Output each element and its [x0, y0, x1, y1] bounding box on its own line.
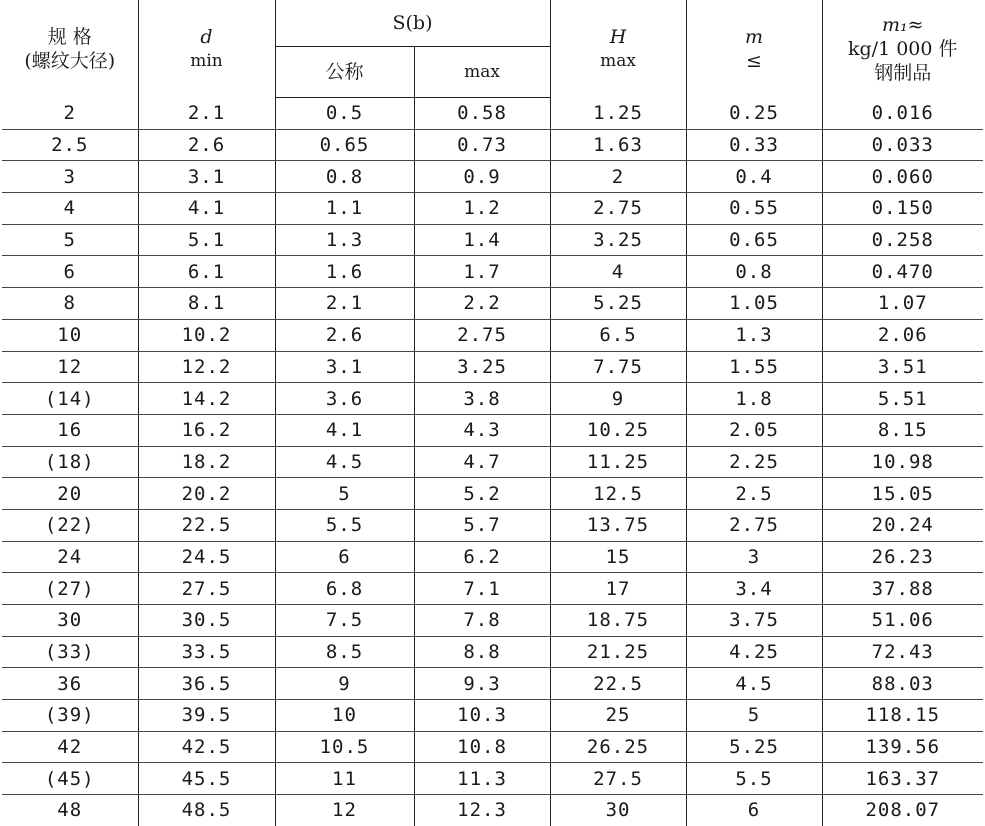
- cell-mass: 0.033: [822, 129, 983, 161]
- cell-mass: 0.258: [822, 224, 983, 256]
- header-h: [550, 0, 686, 98]
- cell-mass: 88.03: [822, 668, 983, 700]
- cell-spec: (39): [2, 700, 138, 732]
- cell-d-min: 12.2: [138, 351, 275, 383]
- header-spec-line2: (螺纹大径): [24, 49, 116, 72]
- cell-d-min: 20.2: [138, 478, 275, 510]
- cell-s-max: 9.3: [414, 668, 550, 700]
- cell-spec: 5: [2, 224, 138, 256]
- cell-h-max: 7.75: [550, 351, 686, 383]
- cell-d-min: 6.1: [138, 256, 275, 288]
- cell-d-min: 8.1: [138, 288, 275, 320]
- table-row: [2, 129, 983, 161]
- cell-mass: 0.150: [822, 193, 983, 225]
- cell-s-nominal: 5: [275, 478, 414, 510]
- header-d: [138, 0, 275, 98]
- cell-h-max: 6.5: [550, 319, 686, 351]
- cell-s-max: 3.8: [414, 383, 550, 415]
- cell-d-min: 2.6: [138, 129, 275, 161]
- cell-m-max: 2.05: [686, 414, 822, 446]
- cell-d-min: 30.5: [138, 605, 275, 637]
- table-body: [2, 98, 983, 826]
- cell-s-nominal: 5.5: [275, 509, 414, 541]
- cell-d-min: 42.5: [138, 731, 275, 763]
- cell-m-max: 2.75: [686, 509, 822, 541]
- cell-h-max: 4: [550, 256, 686, 288]
- header-spec-line1: 规 格: [47, 25, 92, 48]
- cell-d-min: 2.1: [138, 98, 275, 130]
- header-s-group: S(b): [275, 0, 550, 47]
- table-row: [2, 98, 983, 130]
- cell-m-max: 2.25: [686, 446, 822, 478]
- cell-s-max: 0.73: [414, 129, 550, 161]
- cell-spec: 36: [2, 668, 138, 700]
- cell-m-max: 1.05: [686, 288, 822, 320]
- cell-s-max: 6.2: [414, 541, 550, 573]
- cell-s-max: 5.2: [414, 478, 550, 510]
- header-d-sub: min: [190, 50, 223, 71]
- cell-s-nominal: 2.6: [275, 319, 414, 351]
- cell-s-max: 0.58: [414, 98, 550, 130]
- cell-h-max: 12.5: [550, 478, 686, 510]
- header-s-max: max: [414, 47, 550, 98]
- cell-s-nominal: 3.1: [275, 351, 414, 383]
- cell-h-max: 18.75: [550, 605, 686, 637]
- cell-h-max: 30: [550, 795, 686, 826]
- header-m1: [822, 0, 983, 98]
- table-header: [2, 0, 983, 98]
- cell-s-nominal: 6.8: [275, 573, 414, 605]
- cell-mass: 139.56: [822, 731, 983, 763]
- cell-d-min: 14.2: [138, 383, 275, 415]
- spec-table: [2, 0, 983, 826]
- washer-spec-table-page: [2, 0, 983, 822]
- cell-mass: 118.15: [822, 700, 983, 732]
- header-m1-note: 钢制品: [874, 61, 932, 84]
- cell-h-max: 26.25: [550, 731, 686, 763]
- table-row: [2, 446, 983, 478]
- cell-mass: 51.06: [822, 605, 983, 637]
- cell-d-min: 33.5: [138, 636, 275, 668]
- cell-h-max: 2.75: [550, 193, 686, 225]
- cell-h-max: 1.25: [550, 98, 686, 130]
- cell-spec: 16: [2, 414, 138, 446]
- cell-m-max: 0.4: [686, 161, 822, 193]
- cell-s-nominal: 0.5: [275, 98, 414, 130]
- cell-spec: 20: [2, 478, 138, 510]
- header-h-sub: max: [600, 50, 636, 71]
- cell-s-nominal: 9: [275, 668, 414, 700]
- table-row: [2, 256, 983, 288]
- cell-h-max: 1.63: [550, 129, 686, 161]
- cell-mass: 5.51: [822, 383, 983, 415]
- cell-s-nominal: 7.5: [275, 605, 414, 637]
- cell-s-nominal: 1.6: [275, 256, 414, 288]
- cell-spec: 2.5: [2, 129, 138, 161]
- header-d-symbol: d: [200, 25, 213, 48]
- cell-s-max: 11.3: [414, 763, 550, 795]
- header-h-symbol: H: [609, 25, 627, 48]
- cell-mass: 0.060: [822, 161, 983, 193]
- cell-spec: 4: [2, 193, 138, 225]
- cell-s-nominal: 8.5: [275, 636, 414, 668]
- cell-m-max: 0.8: [686, 256, 822, 288]
- cell-h-max: 27.5: [550, 763, 686, 795]
- header-s-nominal: 公称: [275, 47, 414, 98]
- table-row: [2, 319, 983, 351]
- cell-s-max: 2.2: [414, 288, 550, 320]
- cell-h-max: 10.25: [550, 414, 686, 446]
- cell-m-max: 6: [686, 795, 822, 826]
- cell-s-nominal: 2.1: [275, 288, 414, 320]
- cell-h-max: 22.5: [550, 668, 686, 700]
- cell-s-max: 3.25: [414, 351, 550, 383]
- cell-m-max: 3: [686, 541, 822, 573]
- cell-m-max: 4.5: [686, 668, 822, 700]
- cell-d-min: 4.1: [138, 193, 275, 225]
- cell-spec: 12: [2, 351, 138, 383]
- table-row: [2, 414, 983, 446]
- cell-h-max: 5.25: [550, 288, 686, 320]
- table-row: [2, 731, 983, 763]
- cell-d-min: 18.2: [138, 446, 275, 478]
- table-row: [2, 605, 983, 637]
- cell-spec: 2: [2, 98, 138, 130]
- cell-mass: 37.88: [822, 573, 983, 605]
- table-row: [2, 193, 983, 225]
- cell-mass: 1.07: [822, 288, 983, 320]
- cell-spec: 3: [2, 161, 138, 193]
- cell-mass: 2.06: [822, 319, 983, 351]
- cell-s-nominal: 10: [275, 700, 414, 732]
- table-row: [2, 700, 983, 732]
- cell-m-max: 4.25: [686, 636, 822, 668]
- cell-spec: 8: [2, 288, 138, 320]
- cell-s-max: 0.9: [414, 161, 550, 193]
- cell-s-nominal: 4.5: [275, 446, 414, 478]
- cell-s-max: 4.3: [414, 414, 550, 446]
- cell-s-max: 7.1: [414, 573, 550, 605]
- header-spec: [2, 0, 138, 98]
- table-row: [2, 161, 983, 193]
- header-m: [686, 0, 822, 98]
- cell-m-max: 1.3: [686, 319, 822, 351]
- cell-mass: 26.23: [822, 541, 983, 573]
- table-row: [2, 509, 983, 541]
- cell-spec: (14): [2, 383, 138, 415]
- cell-s-max: 10.8: [414, 731, 550, 763]
- cell-mass: 0.016: [822, 98, 983, 130]
- table-row: [2, 383, 983, 415]
- header-m1-unit: kg/1 000 件: [848, 37, 958, 60]
- cell-d-min: 3.1: [138, 161, 275, 193]
- cell-d-min: 45.5: [138, 763, 275, 795]
- cell-spec: 42: [2, 731, 138, 763]
- cell-d-min: 36.5: [138, 668, 275, 700]
- cell-mass: 8.15: [822, 414, 983, 446]
- table-row: [2, 288, 983, 320]
- cell-s-max: 1.2: [414, 193, 550, 225]
- cell-s-nominal: 12: [275, 795, 414, 826]
- cell-h-max: 3.25: [550, 224, 686, 256]
- cell-d-min: 10.2: [138, 319, 275, 351]
- cell-spec: 6: [2, 256, 138, 288]
- table-row: [2, 636, 983, 668]
- cell-mass: 163.37: [822, 763, 983, 795]
- cell-m-max: 5.25: [686, 731, 822, 763]
- cell-s-max: 10.3: [414, 700, 550, 732]
- cell-h-max: 15: [550, 541, 686, 573]
- cell-mass: 72.43: [822, 636, 983, 668]
- cell-h-max: 11.25: [550, 446, 686, 478]
- cell-spec: 48: [2, 795, 138, 826]
- cell-s-nominal: 10.5: [275, 731, 414, 763]
- cell-m-max: 0.25: [686, 98, 822, 130]
- cell-mass: 208.07: [822, 795, 983, 826]
- table-row: [2, 763, 983, 795]
- cell-h-max: 25: [550, 700, 686, 732]
- cell-spec: (18): [2, 446, 138, 478]
- cell-m-max: 3.75: [686, 605, 822, 637]
- cell-mass: 15.05: [822, 478, 983, 510]
- cell-spec: (45): [2, 763, 138, 795]
- cell-m-max: 3.4: [686, 573, 822, 605]
- cell-s-max: 8.8: [414, 636, 550, 668]
- cell-s-max: 1.7: [414, 256, 550, 288]
- cell-h-max: 2: [550, 161, 686, 193]
- cell-s-nominal: 3.6: [275, 383, 414, 415]
- table-row: [2, 541, 983, 573]
- cell-d-min: 48.5: [138, 795, 275, 826]
- cell-s-nominal: 0.65: [275, 129, 414, 161]
- cell-m-max: 0.33: [686, 129, 822, 161]
- cell-m-max: 2.5: [686, 478, 822, 510]
- cell-s-nominal: 1.3: [275, 224, 414, 256]
- table-row: [2, 478, 983, 510]
- cell-s-max: 2.75: [414, 319, 550, 351]
- cell-spec: (33): [2, 636, 138, 668]
- cell-h-max: 17: [550, 573, 686, 605]
- cell-spec: (27): [2, 573, 138, 605]
- cell-d-min: 24.5: [138, 541, 275, 573]
- cell-spec: 24: [2, 541, 138, 573]
- header-m1-symbol: m₁≈: [881, 13, 924, 36]
- cell-s-max: 12.3: [414, 795, 550, 826]
- cell-m-max: 5: [686, 700, 822, 732]
- header-m-symbol: m: [745, 25, 764, 48]
- cell-s-max: 7.8: [414, 605, 550, 637]
- cell-s-nominal: 6: [275, 541, 414, 573]
- table-row: [2, 573, 983, 605]
- cell-m-max: 1.55: [686, 351, 822, 383]
- cell-m-max: 1.8: [686, 383, 822, 415]
- table-row: [2, 224, 983, 256]
- cell-h-max: 21.25: [550, 636, 686, 668]
- cell-spec: 30: [2, 605, 138, 637]
- table-row: [2, 795, 983, 826]
- cell-mass: 3.51: [822, 351, 983, 383]
- cell-s-max: 4.7: [414, 446, 550, 478]
- cell-spec: 10: [2, 319, 138, 351]
- cell-m-max: 0.55: [686, 193, 822, 225]
- cell-m-max: 5.5: [686, 763, 822, 795]
- cell-s-nominal: 4.1: [275, 414, 414, 446]
- cell-d-min: 27.5: [138, 573, 275, 605]
- cell-d-min: 5.1: [138, 224, 275, 256]
- table-row: [2, 668, 983, 700]
- cell-s-nominal: 0.8: [275, 161, 414, 193]
- cell-d-min: 22.5: [138, 509, 275, 541]
- cell-d-min: 16.2: [138, 414, 275, 446]
- cell-h-max: 9: [550, 383, 686, 415]
- cell-mass: 20.24: [822, 509, 983, 541]
- table-row: [2, 351, 983, 383]
- cell-spec: (22): [2, 509, 138, 541]
- cell-s-max: 1.4: [414, 224, 550, 256]
- cell-d-min: 39.5: [138, 700, 275, 732]
- cell-mass: 10.98: [822, 446, 983, 478]
- cell-s-nominal: 1.1: [275, 193, 414, 225]
- cell-mass: 0.470: [822, 256, 983, 288]
- cell-m-max: 0.65: [686, 224, 822, 256]
- cell-h-max: 13.75: [550, 509, 686, 541]
- header-m-sub: ≤: [746, 49, 762, 72]
- cell-s-nominal: 11: [275, 763, 414, 795]
- cell-s-max: 5.7: [414, 509, 550, 541]
